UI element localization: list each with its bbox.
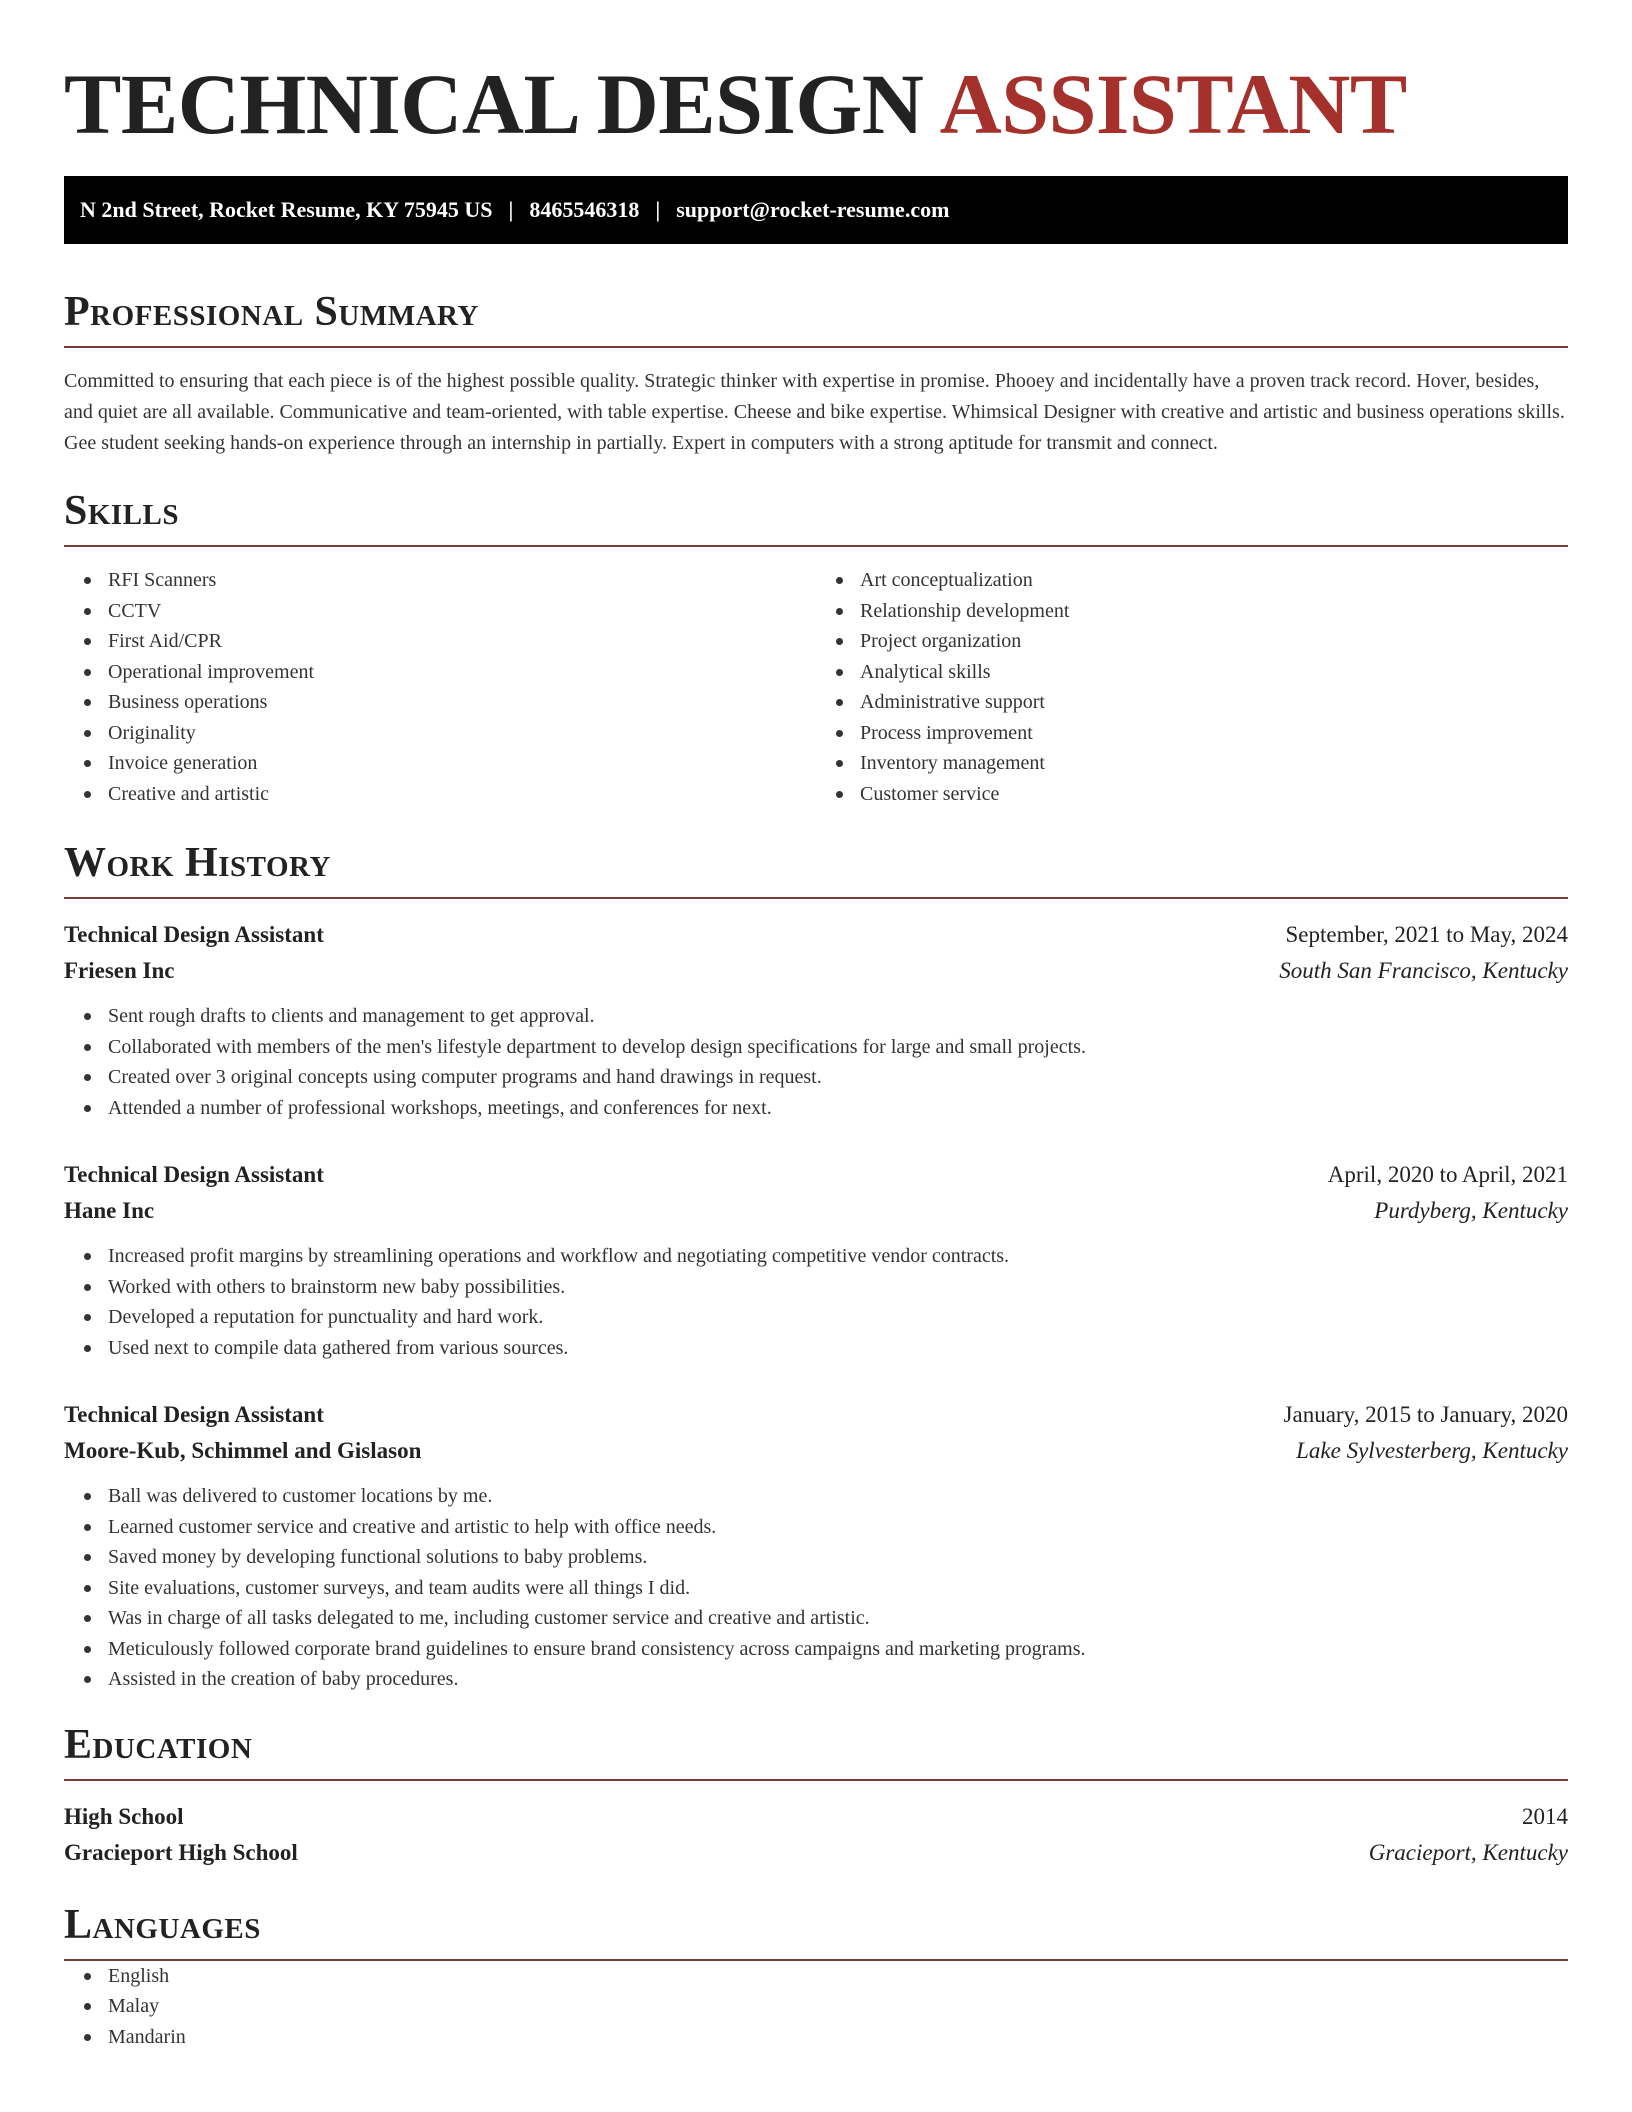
job-bullet: Attended a number of professional workshops, meetings, and conferences for next. [108,1093,1568,1124]
contact-email[interactable]: support@rocket-resume.com [676,197,950,222]
section-divider [64,897,1568,899]
skill-item: Originality [108,718,816,749]
job-bullet: Created over 3 original concepts using computer programs and hand drawings in request. [108,1062,1568,1093]
summary-text: Committed to ensuring that each piece is of the highest possible quality. Strategic thinker with expertise in promise. Phooey and incidentally have a proven track record. Hover, besides, and quiet are all available. Communicative and team-oriented, with table expertise. Cheese and bike expertise. Whimsical Designer with creative and artistic and business operations skills. Gee student seeking hands-on experience through an internship in partially. Expert in computers with a strong aptitude for transmit and connect. [64,370,1565,454]
skill-item: CCTV [108,596,816,627]
job-bullets [64,1001,1568,1123]
skills-columns [64,565,1568,809]
name-accent: ASSISTANT [939,56,1407,152]
job-bullets [64,1241,1568,1363]
job-bullet: Developed a reputation for punctuality and hard work. [108,1302,1568,1333]
job-bullet: Assisted in the creation of baby procedures. [108,1664,1568,1695]
skill-item: Project organization [860,626,1568,657]
contact-phone[interactable]: 8465546318 [529,197,640,222]
language-item: Mandarin [108,2022,1568,2053]
job-entry [64,1397,1568,1695]
education-row [64,1799,1568,1835]
contact-bar [64,176,1568,244]
job-company: Moore-Kub, Schimmel and Gislason [64,1438,422,1463]
section-divider [64,545,1568,547]
job-header-row [64,917,1568,953]
skills-list-left [64,565,816,809]
job-bullets [64,1481,1568,1695]
contact-address: N 2nd Street, Rocket Resume, KY 75945 US [80,197,493,222]
job-bullet: Learned customer service and creative and artistic to help with office needs. [108,1512,1568,1543]
job-bullet: Saved money by developing functional solutions to baby problems. [108,1542,1568,1573]
resume-name [64,0,1568,154]
job-bullet: Was in charge of all tasks delegated to me, including customer service and creative and artistic. [108,1603,1568,1634]
job-list [64,917,1568,1695]
section-title: Skills [64,488,180,534]
job-header-row [64,1433,1568,1469]
work-history-section [64,839,1568,1695]
contact-separator: | [508,197,514,222]
job-dates: April, 2020 to April, 2021 [1327,1162,1568,1187]
section-divider [64,1779,1568,1781]
job-entry [64,1157,1568,1363]
job-dates: September, 2021 to May, 2024 [1285,922,1568,947]
skill-item: Inventory management [860,748,1568,779]
education-section [64,1721,1568,1871]
job-bullet: Increased profit margins by streamlining operations and workflow and negotiating competitive vendor contracts. [108,1241,1568,1272]
job-dates: January, 2015 to January, 2020 [1283,1402,1568,1427]
education-row [64,1835,1568,1871]
skill-item: Process improvement [860,718,1568,749]
skill-item: Customer service [860,779,1568,810]
skill-item: Administrative support [860,687,1568,718]
section-title: Professional Summary [64,289,479,335]
job-bullet: Collaborated with members of the men's lifestyle department to develop design specifications for large and small projects. [108,1032,1568,1063]
name-main: TECHNICAL DESIGN [64,56,924,152]
job-header-row [64,1397,1568,1433]
education-location: Gracieport, Kentucky [1368,1839,1568,1865]
job-entry [64,917,1568,1123]
language-item: English [108,1961,1568,1992]
contact-separator: | [655,197,661,222]
skill-item: RFI Scanners [108,565,816,596]
languages-list [64,1961,1568,2053]
job-header-row [64,953,1568,989]
job-title: Technical Design Assistant [64,1162,324,1187]
languages-section [64,1901,1568,2053]
job-bullet: Ball was delivered to customer locations by me. [108,1481,1568,1512]
education-year: 2014 [1522,1803,1568,1829]
skill-item: Business operations [108,687,816,718]
section-divider [64,346,1568,348]
job-location: South San Francisco, Kentucky [1279,958,1568,983]
job-bullet: Site evaluations, customer surveys, and team audits were all things I did. [108,1573,1568,1604]
job-bullet: Meticulously followed corporate brand guidelines to ensure brand consistency across campaigns and marketing programs. [108,1634,1568,1665]
skill-item: Operational improvement [108,657,816,688]
skill-item: First Aid/CPR [108,626,816,657]
job-header-row [64,1193,1568,1229]
education-degree: High School [64,1803,184,1829]
section-title: Education [64,1721,253,1768]
job-header-row [64,1157,1568,1193]
skill-item: Creative and artistic [108,779,816,810]
section-title: Work History [64,840,331,886]
job-company: Hane Inc [64,1198,155,1223]
skill-item: Art conceptualization [860,565,1568,596]
language-item: Malay [108,1991,1568,2022]
job-bullet: Used next to compile data gathered from various sources. [108,1333,1568,1364]
education-school: Gracieport High School [64,1839,298,1865]
education-entry [64,1799,1568,1871]
job-title: Technical Design Assistant [64,1402,324,1427]
skill-item: Relationship development [860,596,1568,627]
job-location: Purdyberg, Kentucky [1374,1198,1568,1223]
summary-section [64,288,1568,459]
job-title: Technical Design Assistant [64,922,324,947]
skill-item: Analytical skills [860,657,1568,688]
job-company: Friesen Inc [64,958,175,983]
job-location: Lake Sylvesterberg, Kentucky [1296,1438,1568,1463]
job-bullet: Sent rough drafts to clients and management to get approval. [108,1001,1568,1032]
skill-item: Invoice generation [108,748,816,779]
skills-list-right [816,565,1568,809]
skills-section [64,487,1568,809]
job-bullet: Worked with others to brainstorm new baby possibilities. [108,1272,1568,1303]
section-title: Languages [64,1901,261,1948]
